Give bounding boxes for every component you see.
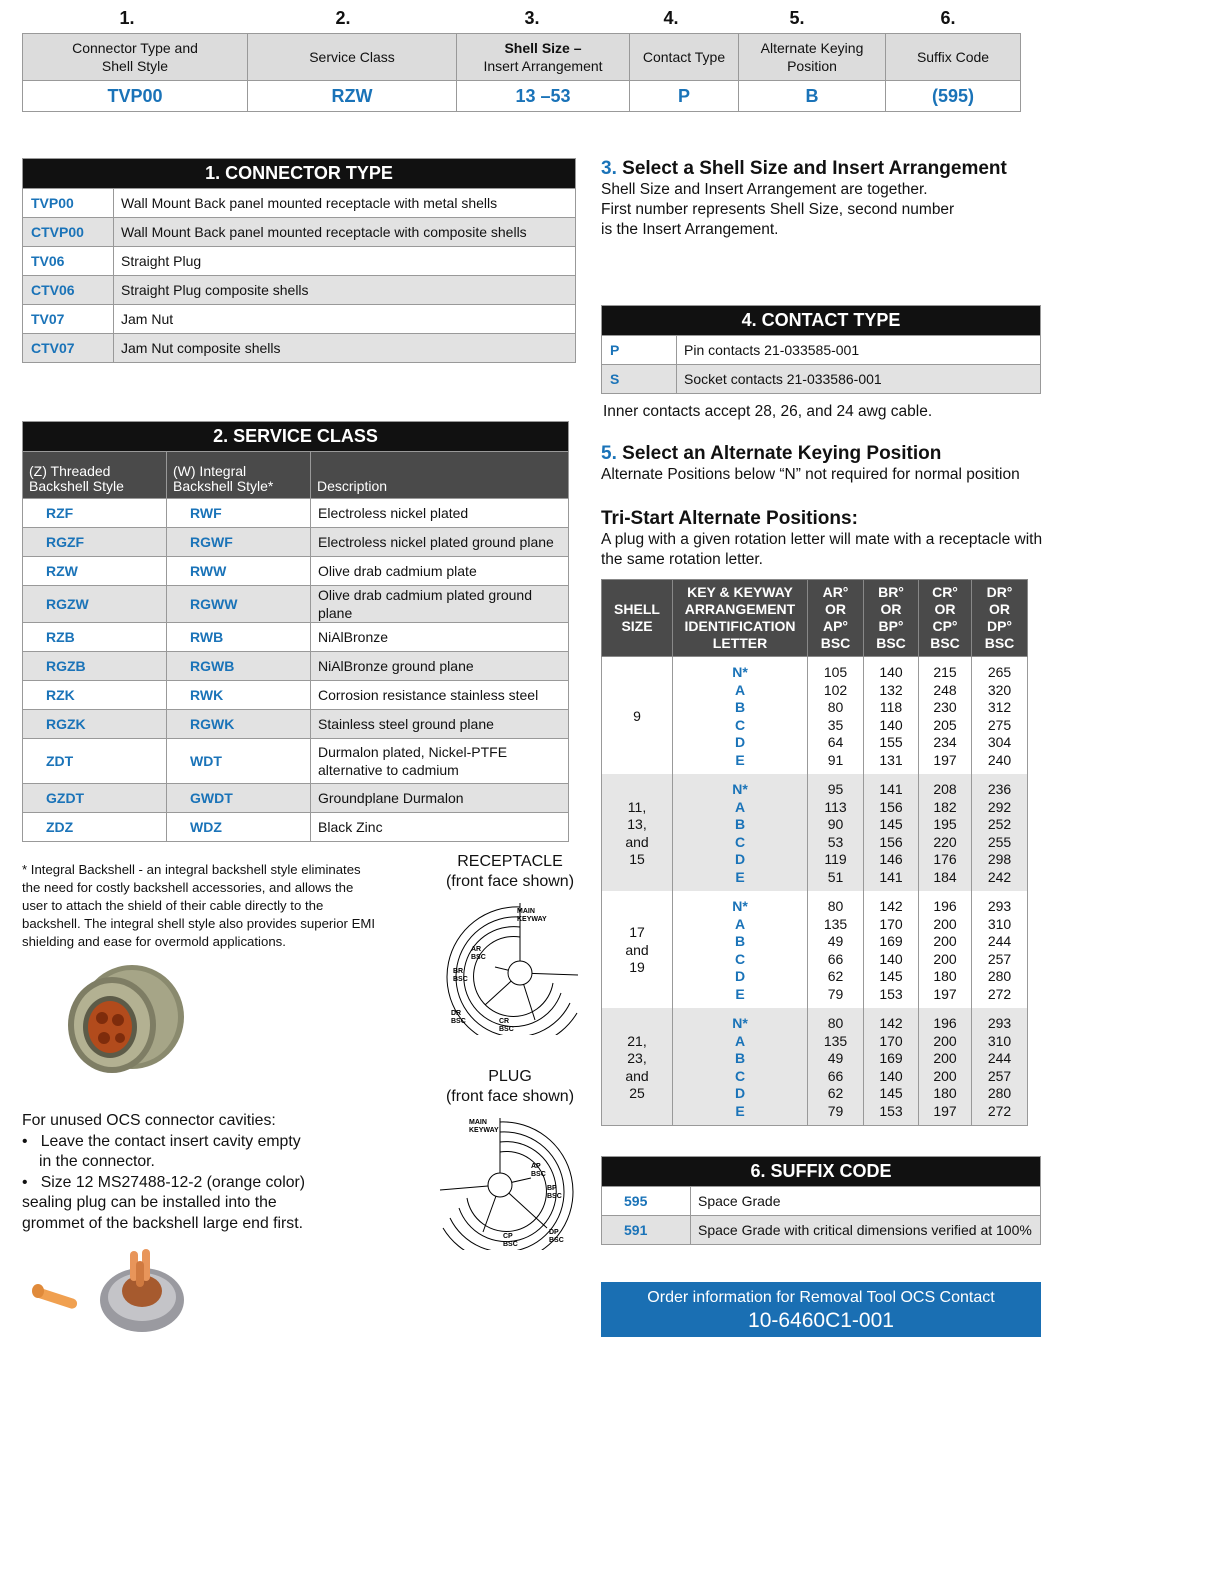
ap-label: AP BSC xyxy=(531,1163,546,1178)
connector-photo-icon xyxy=(40,962,190,1082)
contact-note: Inner contacts accept 28, 26, and 24 awg cable. xyxy=(603,403,933,420)
tristart-group-row xyxy=(602,774,1028,891)
table-row xyxy=(23,681,569,710)
service-desc: NiAlBronze ground plane xyxy=(311,652,569,681)
tri-header: DR° OR DP° BSC xyxy=(972,580,1028,657)
connector-code: TVP00 xyxy=(23,189,114,218)
service-desc: Electroless nickel plated ground plane xyxy=(311,528,569,557)
connector-desc: Jam Nut composite shells xyxy=(114,334,576,363)
tri-header: CR° OR CP° BSC xyxy=(919,580,972,657)
table-row xyxy=(23,652,569,681)
service-desc: Stainless steel ground plane xyxy=(311,710,569,739)
threaded-code: RZW xyxy=(23,557,167,586)
integral-code: WDZ xyxy=(167,813,311,842)
connector-desc: Straight Plug xyxy=(114,247,576,276)
dr-cell: 293 310 244 257 280 272 xyxy=(972,891,1028,1008)
shell-size-line: is the Insert Arrangement. xyxy=(601,221,779,238)
unused-title: For unused OCS connector cavities: xyxy=(22,1112,276,1129)
br-cell: 142 170 169 140 145 153 xyxy=(864,1008,919,1126)
receptacle-label: RECEPTACLE (front face shown) xyxy=(445,853,575,890)
contact-code: P xyxy=(602,336,677,365)
col-header: (Z) Threaded Backshell Style xyxy=(23,452,167,499)
table-row xyxy=(23,499,569,528)
letter-cell: N* A B C D E xyxy=(673,657,808,775)
connector-code: CTV06 xyxy=(23,276,114,305)
col-header: (W) Integral Backshell Style* xyxy=(167,452,311,499)
integral-code: RGWF xyxy=(167,528,311,557)
connector-code: CTVP00 xyxy=(23,218,114,247)
tristart-title: Tri-Start Alternate Positions: xyxy=(601,508,858,529)
br-cell: 142 170 169 140 145 153 xyxy=(864,891,919,1008)
order-header: Suffix Code xyxy=(886,34,1021,81)
cr-cell: 196 200 200 200 180 197 xyxy=(919,891,972,1008)
tristart-group-row xyxy=(602,657,1028,775)
ordering-table xyxy=(22,33,1021,112)
tristart-section xyxy=(601,508,1201,570)
order-header: Contact Type xyxy=(630,34,739,81)
tri-header: KEY & KEYWAY ARRANGEMENT IDENTIFICATION LETTER xyxy=(673,580,808,657)
col-header: Description xyxy=(311,452,569,499)
service-desc: Durmalon plated, Nickel-PTFE alternative to cadmium xyxy=(311,739,569,784)
section-title: 6. SUFFIX CODE xyxy=(602,1157,1041,1187)
section-heading: 3. Select a Shell Size and Insert Arrangement xyxy=(601,158,1007,179)
threaded-code: RGZB xyxy=(23,652,167,681)
connector-desc: Straight Plug composite shells xyxy=(114,276,576,305)
table-row xyxy=(23,623,569,652)
receptacle-diagram xyxy=(435,895,585,1035)
section-title: 2. SERVICE CLASS xyxy=(23,422,569,452)
connector-code: TV07 xyxy=(23,305,114,334)
ar-cell: 80 135 49 66 62 79 xyxy=(808,891,864,1008)
shell-size-section xyxy=(601,158,1201,240)
keying-section xyxy=(601,443,1201,485)
plug-label: PLUG (front face shown) xyxy=(445,1068,575,1105)
table-row xyxy=(23,784,569,813)
integral-code: GWDT xyxy=(167,784,311,813)
sealing-plug-photo-icon xyxy=(30,1245,190,1335)
table-row xyxy=(23,710,569,739)
table-row xyxy=(23,528,569,557)
threaded-code: RZB xyxy=(23,623,167,652)
ar-cell: 95 113 90 53 119 51 xyxy=(808,774,864,891)
dr-label: DR BSC xyxy=(451,1010,466,1025)
integral-code: RWB xyxy=(167,623,311,652)
service-desc: Corrosion resistance stainless steel xyxy=(311,681,569,710)
connector-type-table xyxy=(22,158,576,363)
br-cell: 140 132 118 140 155 131 xyxy=(864,657,919,775)
threaded-code: ZDZ xyxy=(23,813,167,842)
integral-code: WDT xyxy=(167,739,311,784)
br-cell: 141 156 145 156 146 141 xyxy=(864,774,919,891)
shell-size-cell: 11, 13, and 15 xyxy=(602,774,673,891)
order-header: Connector Type and Shell Style xyxy=(23,34,248,81)
service-desc: Black Zinc xyxy=(311,813,569,842)
table-row xyxy=(23,557,569,586)
ar-cell: 105 102 80 35 64 91 xyxy=(808,657,864,775)
tri-header: SHELL SIZE xyxy=(602,580,673,657)
integral-code: RWF xyxy=(167,499,311,528)
shell-size-cell: 21, 23, and 25 xyxy=(602,1008,673,1126)
connector-code: TV06 xyxy=(23,247,114,276)
br-label: BR BSC xyxy=(453,968,468,983)
letter-cell: N* A B C D E xyxy=(673,891,808,1008)
tristart-table xyxy=(601,579,1028,1126)
dp-label: DP BSC xyxy=(549,1229,564,1244)
tri-header: BR° OR BP° BSC xyxy=(864,580,919,657)
integral-code: RGWK xyxy=(167,710,311,739)
unused-bullet: • Size 12 MS27488-12-2 (orange color) sealing plug can be installed into the grommet of the backshell large end first. xyxy=(22,1173,306,1232)
tristart-group-row xyxy=(602,1008,1028,1126)
order-value: TVP00 xyxy=(23,81,248,112)
threaded-code: ZDT xyxy=(23,739,167,784)
section-title: 1. CONNECTOR TYPE xyxy=(23,159,576,189)
removal-tool-title: Order information for Removal Tool OCS Contact xyxy=(647,1289,995,1306)
order-value: 13 –53 xyxy=(457,81,630,112)
main-keyway-label: MAIN KEYWAY xyxy=(469,1119,499,1134)
integral-backshell-note: * Integral Backshell - an integral backshell style eliminates the need for costly backshell accessories, and allows the user to attach the shield of their cable directly to the backshell. The integral shell style also provides superior EMI shielding and ease for overmold applications. xyxy=(22,862,376,949)
keying-line: Alternate Positions below “N” not required for normal position xyxy=(601,466,1020,483)
section-heading: 5. Select an Alternate Keying Position xyxy=(601,443,942,464)
connector-desc: Wall Mount Back panel mounted receptacle with composite shells xyxy=(114,218,576,247)
step-number: 4. xyxy=(663,8,679,28)
suffix-desc: Space Grade xyxy=(691,1187,1041,1216)
tristart-line: the same rotation letter. xyxy=(601,551,763,568)
order-value: (595) xyxy=(886,81,1021,112)
step-number: 6. xyxy=(940,8,956,28)
service-desc: Groundplane Durmalon xyxy=(311,784,569,813)
tristart-group-row xyxy=(602,891,1028,1008)
connector-desc: Wall Mount Back panel mounted receptacle with metal shells xyxy=(114,189,576,218)
contact-code: S xyxy=(602,365,677,394)
shell-size-line: Shell Size and Insert Arrangement are together. xyxy=(601,181,928,198)
table-row xyxy=(23,586,569,623)
contact-desc: Pin contacts 21-033585-001 xyxy=(677,336,1041,365)
integral-code: RWW xyxy=(167,557,311,586)
dr-cell: 236 292 252 255 298 242 xyxy=(972,774,1028,891)
step-number: 3. xyxy=(524,8,540,28)
order-value: RZW xyxy=(248,81,457,112)
dr-cell: 265 320 312 275 304 240 xyxy=(972,657,1028,775)
service-desc: Olive drab cadmium plate xyxy=(311,557,569,586)
integral-code: RGWB xyxy=(167,652,311,681)
service-class-table xyxy=(22,421,569,842)
threaded-code: GZDT xyxy=(23,784,167,813)
bp-label: BP BSC xyxy=(547,1185,562,1200)
order-header: Alternate Keying Position xyxy=(739,34,886,81)
suffix-desc: Space Grade with critical dimensions verified at 100% xyxy=(691,1216,1041,1245)
tri-header: AR° OR AP° BSC xyxy=(808,580,864,657)
main-keyway-label: MAIN KEYWAY xyxy=(517,908,547,923)
contact-type-table xyxy=(601,305,1041,394)
cr-cell: 208 182 195 220 176 184 xyxy=(919,774,972,891)
table-row xyxy=(23,739,569,784)
threaded-code: RZK xyxy=(23,681,167,710)
order-step-numbers xyxy=(22,8,1020,30)
letter-cell: N* A B C D E xyxy=(673,774,808,891)
cp-label: CP BSC xyxy=(503,1233,518,1248)
integral-code: RWK xyxy=(167,681,311,710)
table-row xyxy=(23,813,569,842)
removal-tool-part: 10-6460C1-001 xyxy=(748,1309,894,1332)
dr-cell: 293 310 244 257 280 272 xyxy=(972,1008,1028,1126)
suffix-code: 591 xyxy=(602,1216,691,1245)
threaded-code: RZF xyxy=(23,499,167,528)
plug-diagram xyxy=(435,1110,585,1250)
service-desc: Olive drab cadmium plated ground plane xyxy=(311,586,569,623)
letter-cell: N* A B C D E xyxy=(673,1008,808,1126)
service-desc: NiAlBronze xyxy=(311,623,569,652)
shell-size-cell: 17 and 19 xyxy=(602,891,673,1008)
unused-bullet: • Leave the contact insert cavity empty in the connector. xyxy=(22,1132,301,1171)
connector-code: CTV07 xyxy=(23,334,114,363)
order-value: P xyxy=(630,81,739,112)
ar-label: AR BSC xyxy=(471,946,486,961)
threaded-code: RGZW xyxy=(23,586,167,623)
suffix-code: 595 xyxy=(602,1187,691,1216)
contact-desc: Socket contacts 21-033586-001 xyxy=(677,365,1041,394)
order-value: B xyxy=(739,81,886,112)
cr-cell: 215 248 230 205 234 197 xyxy=(919,657,972,775)
section-title: 4. CONTACT TYPE xyxy=(602,306,1041,336)
threaded-code: RGZK xyxy=(23,710,167,739)
suffix-code-table xyxy=(601,1156,1041,1245)
connector-desc: Jam Nut xyxy=(114,305,576,334)
unused-cavities-note xyxy=(22,1111,322,1235)
cr-label: CR BSC xyxy=(499,1018,514,1033)
order-header: Service Class xyxy=(248,34,457,81)
step-number: 2. xyxy=(335,8,351,28)
service-desc: Electroless nickel plated xyxy=(311,499,569,528)
removal-tool-box xyxy=(601,1282,1041,1337)
shell-size-cell: 9 xyxy=(602,657,673,775)
ar-cell: 80 135 49 66 62 79 xyxy=(808,1008,864,1126)
cr-cell: 196 200 200 200 180 197 xyxy=(919,1008,972,1126)
order-header: Shell Size – Insert Arrangement xyxy=(457,34,630,81)
shell-size-line: First number represents Shell Size, second number xyxy=(601,201,955,218)
step-number: 5. xyxy=(789,8,805,28)
tristart-line: A plug with a given rotation letter will mate with a receptacle with xyxy=(601,531,1043,548)
threaded-code: RGZF xyxy=(23,528,167,557)
step-number: 1. xyxy=(119,8,135,28)
integral-code: RGWW xyxy=(167,586,311,623)
